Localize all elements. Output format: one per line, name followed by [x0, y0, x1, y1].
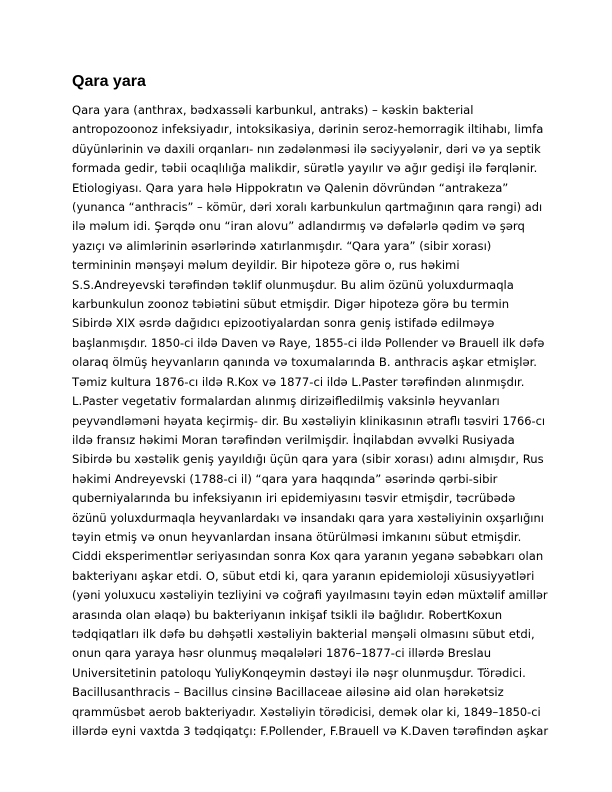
text-line: Etiologiyası. Qara yara hələ Hippokratın və Qalenin dövründən “antrakeza”	[72, 180, 509, 195]
text-line: Bacillusanthracis – Bacillus cinsinə Bacillaceae ailəsinə aid olan hərəkətsiz	[72, 685, 504, 700]
text-line: Universitetinin patoloqu YuliyKonqeymin dəstəyi ilə nəşr olunmuşdur. Törədici.	[72, 665, 526, 680]
text-line: S.S.Andreyevski tərəfindən təklif olunmuşdur. Bu alim özünü yoluxdurmaqla	[72, 277, 514, 292]
text-line: özünü yoluxdurmaqla heyvanlardakı və insandakı qara yara xəstəliyinin oxşarlığını	[72, 510, 544, 525]
text-line: qrammüsbət aerob bakteriyadır. Xəstəliyin törədicisi, demək olar ki, 1849–1850-ci	[72, 704, 541, 719]
text-line: Təmiz kultura 1876-cı ildə R.Kox və 1877-ci ildə L.Paster tərəfindən alınmışdır.	[72, 374, 525, 389]
text-line: peyvəndləməni həyata keçirmiş- dir. Bu xəstəliyin klinikasının ətraflı təsviri 1766-cı	[72, 413, 546, 428]
text-line: (yəni yoluxucu xəstəliyin tezliyini və coğrafi yayılmasını təyin edən müxtəlif amillər	[72, 588, 548, 603]
text-line: yazıçı və alimlərinin əsərlərində xatırlanmışdır. “Qara yara” (sibir xorası)	[72, 238, 492, 253]
text-line: (yunanca “anthracis” – kömür, dəri xoralı karbunkulun qartmağının qara rəngi) adı	[72, 200, 543, 215]
text-line: quberniyalarında bu infeksiyanın iri epidemiyasını təsvir etmişdir, təcrübədə	[72, 491, 516, 506]
text-line: L.Paster vegetativ formalardan alınmış dirizəifledilmiş vaksinlə heyvanları	[72, 394, 500, 409]
text-line: arasında olan əlaqə) bu bakteriyanın inkişaf tsikli ilə bağlıdır. RobertKoxun	[72, 607, 503, 622]
page-title: Qara yara	[72, 73, 146, 90]
text-line: illərdə eyni vaxtda 3 tədqiqatçı: F.Pollender, F.Brauell və K.Daven tərəfindən aşkar	[72, 724, 549, 738]
text-line: Sibirdə bu xəstəlik geniş yayıldığı üçün qara yara (sibir xorası) adını almışdır, Rus	[72, 452, 544, 467]
text-line: düyünlərinin və daxili orqanları- nın zədələnməsi ilə səciyyələnir, dəri və ya septik	[72, 141, 541, 156]
text-line: Ciddi eksperimentlər seriyasından sonra Kox qara yaranın yeganə səbəbkarı olan	[72, 549, 544, 564]
text-line: Sibirdə XIX əsrdə dağıdıcı epizootiyalardan sonra geniş istifadə edilməyə	[72, 316, 495, 331]
text-line: ildə fransız həkimi Moran tərəfindən verilmişdir. İnqilabdan əvvəlki Rusiyada	[72, 432, 515, 447]
text-line: karbunkulun zoonoz təbiətini sübut etmişdir. Digər hipotezə görə bu termin	[72, 297, 510, 312]
text-line: olaraq ölmüş heyvanların qanında və toxumalarında B. anthracis aşkar etmişlər.	[72, 355, 537, 370]
text-line: termininin mənşəyi məlum deyildir. Bir hipotezə görə o, rus həkimi	[72, 258, 460, 273]
text-line: Qara yara (anthrax, bədxassəli karbunkul, antraks) – kəskin bakterial	[72, 103, 474, 117]
text-line: onun qara yaraya həsr olunmuş məqalələri 1876–1877-ci illərdə Breslau	[72, 646, 492, 661]
text-line: ilə məlum idi. Şərqdə onu “iran alovu” adlandırmış və dəfələrlə qədim və şərq	[72, 219, 525, 234]
text-line: antropozoonoz infeksiyadır, intoksikasiya, dərinin seroz-hemorragik iltihabı, limfa	[72, 122, 544, 137]
text-line: həkimi Andreyevski (1788-ci il) “qara yara haqqında” əsərində qərbi-sibir	[72, 471, 498, 486]
text-line: tədqiqatları ilk dəfə bu dəhşətli xəstəliyin bakterial mənşəli olmasını sübut etdi,	[72, 626, 535, 641]
text-line: bakteriyanı aşkar etdi. O, sübut etdi ki, qara yaranın epidemioloji xüsusiyyətləri	[72, 568, 535, 583]
text-line: təyin etmiş və onun heyvanlardan insana ötürülməsi imkanını sübut etmişdir.	[72, 529, 522, 544]
text-line: formada gedir, təbii ocaqlılığa malikdir, sürətlə yayılır və ağır gedişi ilə fərqlənir.	[72, 161, 538, 176]
text-line: başlanmışdır. 1850-ci ildə Daven və Raye, 1855-ci ildə Pollender və Brauell ilk dəfə	[72, 335, 545, 350]
body-text	[72, 101, 548, 741]
document-page	[72, 72, 548, 741]
